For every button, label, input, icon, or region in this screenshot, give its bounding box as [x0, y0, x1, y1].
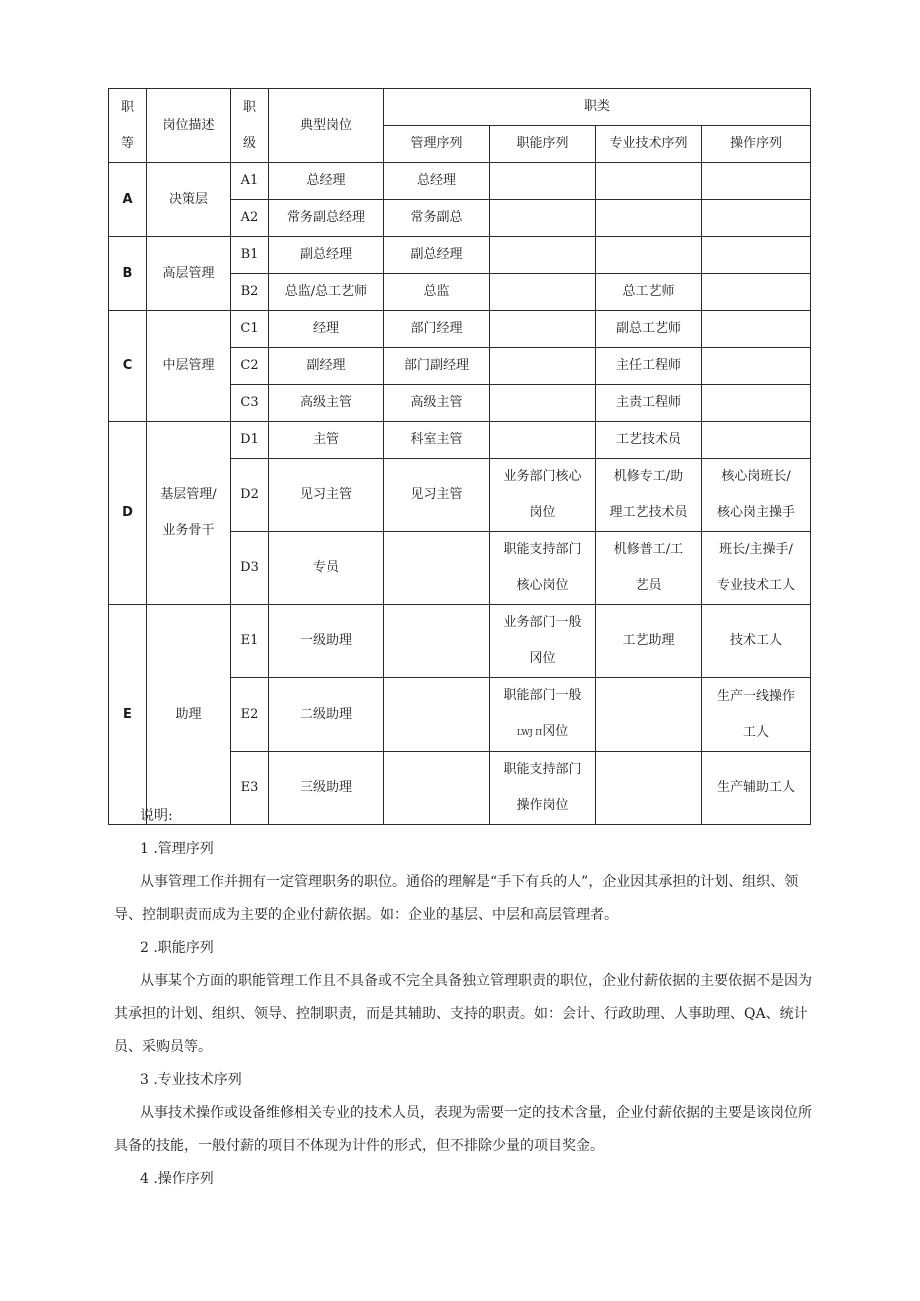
level-cell: D3 [231, 532, 269, 605]
notes-section [114, 800, 830, 1196]
tech-cell [596, 163, 702, 200]
typical-cell: 常务副总经理 [269, 200, 384, 237]
typical-cell: 副总经理 [269, 237, 384, 274]
header-category: 职类 [384, 89, 811, 126]
header-seq-tech: 专业技术序列 [596, 126, 702, 163]
op-cell: 班长/主操手/ 专业技术工人 [702, 532, 811, 605]
typical-cell: 总经理 [269, 163, 384, 200]
mgmt-cell: 常务副总 [384, 200, 490, 237]
typical-cell: 主管 [269, 422, 384, 459]
grade-cell: B [109, 237, 147, 311]
mgmt-cell: 高级主管 [384, 385, 490, 422]
grade-cell: D [109, 422, 147, 605]
func-cell: 职能支持部门 操作岗位 [490, 752, 596, 825]
func-cell [490, 422, 596, 459]
op-cell [702, 274, 811, 311]
mgmt-cell: 总经理 [384, 163, 490, 200]
tech-cell [596, 237, 702, 274]
func-cell [490, 200, 596, 237]
op-cell [702, 348, 811, 385]
desc-cell: 助理 [147, 605, 231, 825]
func-cell [490, 274, 596, 311]
desc-cell: 决策层 [147, 163, 231, 237]
header-level: 职 级 [231, 89, 269, 163]
header-seq-mgmt: 管理序列 [384, 126, 490, 163]
mgmt-cell [384, 532, 490, 605]
tech-cell: 机修专工/助 理工艺技术员 [596, 459, 702, 532]
op-cell [702, 385, 811, 422]
func-cell: 业务部门核心 岗位 [490, 459, 596, 532]
mgmt-cell [384, 605, 490, 678]
note-paragraph: 从事管理工作并拥有一定管理职务的职位。通俗的理解是“手下有兵的人”，企业因其承担的计划、组织、领导、控制职责而成为主要的企业付薪依据。如：企业的基层、中层和高层管理者。 [114, 874, 799, 923]
func-cell [490, 348, 596, 385]
grade-cell: C [109, 311, 147, 422]
level-cell: C1 [231, 311, 269, 348]
mgmt-cell: 见习主管 [384, 459, 490, 532]
typical-cell: 三级助理 [269, 752, 384, 825]
func-cell [490, 385, 596, 422]
level-cell: C3 [231, 385, 269, 422]
notes-title: 说明: [140, 808, 173, 824]
func-cell: 业务部门一般 冈位 [490, 605, 596, 678]
level-cell: E3 [231, 752, 269, 825]
job-grade-table [108, 88, 811, 825]
grade-cell: E [109, 605, 147, 825]
level-cell: D2 [231, 459, 269, 532]
header-grade: 职 等 [109, 89, 147, 163]
tech-cell: 主任工程师 [596, 348, 702, 385]
mgmt-cell: 部门副经理 [384, 348, 490, 385]
header-seq-func: 职能序列 [490, 126, 596, 163]
func-cell: 职能部门一般 LWJ Π冈位 [490, 678, 596, 752]
mgmt-cell [384, 678, 490, 752]
typical-cell: 高级主管 [269, 385, 384, 422]
op-cell: 生产辅助工人 [702, 752, 811, 825]
tech-cell [596, 200, 702, 237]
mgmt-cell: 科室主管 [384, 422, 490, 459]
level-cell: A2 [231, 200, 269, 237]
note-paragraph: 从事某个方面的职能管理工作且不具备或不完全具备独立管理职责的职位，企业付薪依据的主要依据不是因为其承担的计划、组织、领导、控制职责，而是其辅助、支持的职责。如：会计、行政助理、人事助理、QA、统计员、采购员等。 [114, 973, 812, 1055]
tech-cell: 总工艺师 [596, 274, 702, 311]
mgmt-cell: 副总经理 [384, 237, 490, 274]
typical-cell: 经理 [269, 311, 384, 348]
level-cell: A1 [231, 163, 269, 200]
typical-cell: 二级助理 [269, 678, 384, 752]
level-cell: B2 [231, 274, 269, 311]
note-heading: 1 .管理序列 [140, 841, 214, 857]
op-cell [702, 200, 811, 237]
desc-cell: 基层管理/ 业务骨干 [147, 422, 231, 605]
header-seq-op: 操作序列 [702, 126, 811, 163]
op-cell [702, 311, 811, 348]
tech-cell: 工艺技术员 [596, 422, 702, 459]
note-paragraph: 从事技术操作或设备维修相关专业的技术人员，表现为需要一定的技术含量，企业付薪依据的主要是该岗位所具备的技能，一般付薪的项目不体现为计件的形式，但不排除少量的项目奖金。 [114, 1105, 812, 1154]
typical-cell: 副经理 [269, 348, 384, 385]
level-cell: C2 [231, 348, 269, 385]
tech-cell [596, 678, 702, 752]
typical-cell: 专员 [269, 532, 384, 605]
desc-cell: 高层管理 [147, 237, 231, 311]
level-cell: D1 [231, 422, 269, 459]
note-heading: 3 .专业技术序列 [140, 1072, 242, 1088]
func-cell [490, 163, 596, 200]
func-cell [490, 237, 596, 274]
func-cell: 职能支持部门 核心岗位 [490, 532, 596, 605]
header-desc: 岗位描述 [147, 89, 231, 163]
level-cell: E2 [231, 678, 269, 752]
grade-cell: A [109, 163, 147, 237]
note-heading: 4 .操作序列 [140, 1171, 214, 1187]
tech-cell: 主责工程师 [596, 385, 702, 422]
level-cell: B1 [231, 237, 269, 274]
header-typical: 典型岗位 [269, 89, 384, 163]
note-heading: 2 .职能序列 [140, 940, 214, 956]
op-cell: 核心岗班长/ 核心岗主操手 [702, 459, 811, 532]
tech-cell: 工艺助理 [596, 605, 702, 678]
op-cell [702, 163, 811, 200]
typical-cell: 一级助理 [269, 605, 384, 678]
func-cell [490, 311, 596, 348]
op-cell: 技术工人 [702, 605, 811, 678]
mgmt-cell: 总监 [384, 274, 490, 311]
desc-cell: 中层管理 [147, 311, 231, 422]
typical-cell: 总监/总工艺师 [269, 274, 384, 311]
typical-cell: 见习主管 [269, 459, 384, 532]
op-cell [702, 422, 811, 459]
tech-cell: 机修普工/工 艺员 [596, 532, 702, 605]
level-cell: E1 [231, 605, 269, 678]
op-cell [702, 237, 811, 274]
op-cell: 生产一线操作 工人 [702, 678, 811, 752]
mgmt-cell: 部门经理 [384, 311, 490, 348]
tech-cell: 副总工艺师 [596, 311, 702, 348]
